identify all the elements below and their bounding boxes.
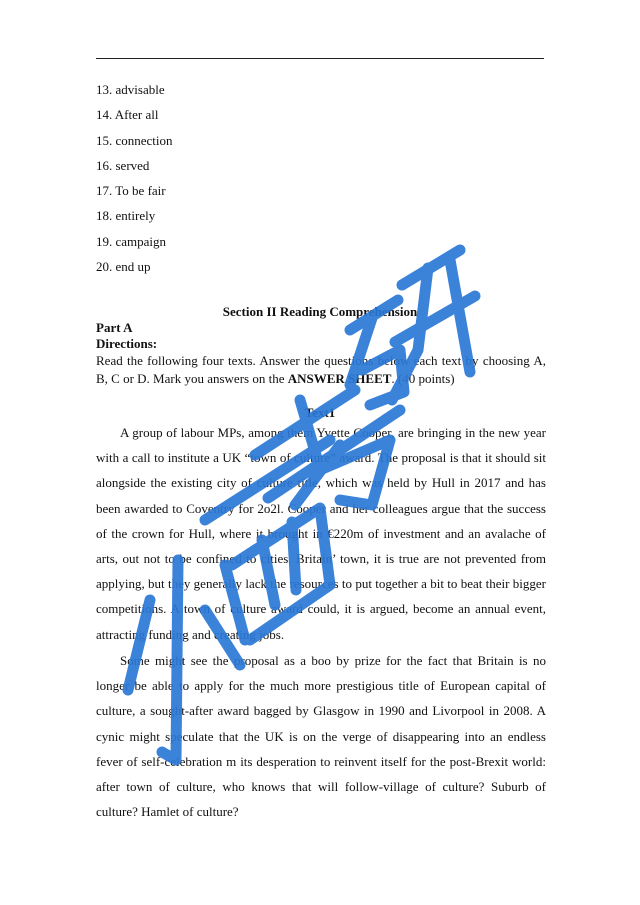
answer-item: 20. end up (96, 259, 151, 275)
directions-label: Directions: (96, 336, 158, 351)
text-title: Text1 (304, 405, 336, 420)
part-label: Part A (96, 320, 133, 335)
text1-paragraph-1: A group of labour MPs, among them Yvette Cooper, are bringing in the new year with a call to institute a UK “town of culture” award. The proposal is that it should sit alongside the existing city of culture title, which was held by Hull in 2017 and has been awarded to Coventry for 2o2l. Cooper and her colleagues argue that the success of the crown for Hull, where it brought in €220m of investment and an avalache of arts, out not to be confined to cities. Britain’ town, it is true are not prevented from applying, but they generally lack the resources to put together a bit to beat their bigger competitions. A town of culture award could, it is argued, become an annual event, attracting funding and creating jobs. (96, 425, 546, 642)
answer-list (96, 79, 396, 281)
directions-text-after: . (40 points) (391, 371, 455, 386)
header-rule (96, 58, 544, 59)
text1-paragraph-2: Some might see the proposal as a boo by prize for the fact that Britain is no longer be able to apply for the much more prestigious title of European capital of culture, a sought-after award bagged by Glasgow in 1990 and Livorpool in 2008. A cynic might speculate that the UK is on the verge of disappearing into an endless fever of self-celebration m its desperation to reinvent itself for the post-Brexit world: after town of culture, who knows that will follow-village of culture? Suburb of culture? Hamlet of culture? (96, 653, 546, 820)
answer-item: 14. After all (96, 107, 159, 123)
answer-item: 18. entirely (96, 208, 156, 224)
directions-text (96, 352, 546, 388)
section-title: Section II Reading Comprehension (222, 304, 418, 319)
answer-item: 19. campaign (96, 233, 167, 249)
answer-sheet-label: ANSWER SHEET (287, 371, 392, 386)
answer-item: 17. To be fair (96, 183, 166, 199)
answer-item: 15. connection (96, 132, 173, 148)
answer-item: 16. served (96, 157, 150, 173)
answer-item: 13. advisable (96, 82, 165, 97)
directions-text-before: Read the following four texts. Answer the questions below each text by choosing A, B, C or D. Mark you answers on the (96, 353, 546, 386)
